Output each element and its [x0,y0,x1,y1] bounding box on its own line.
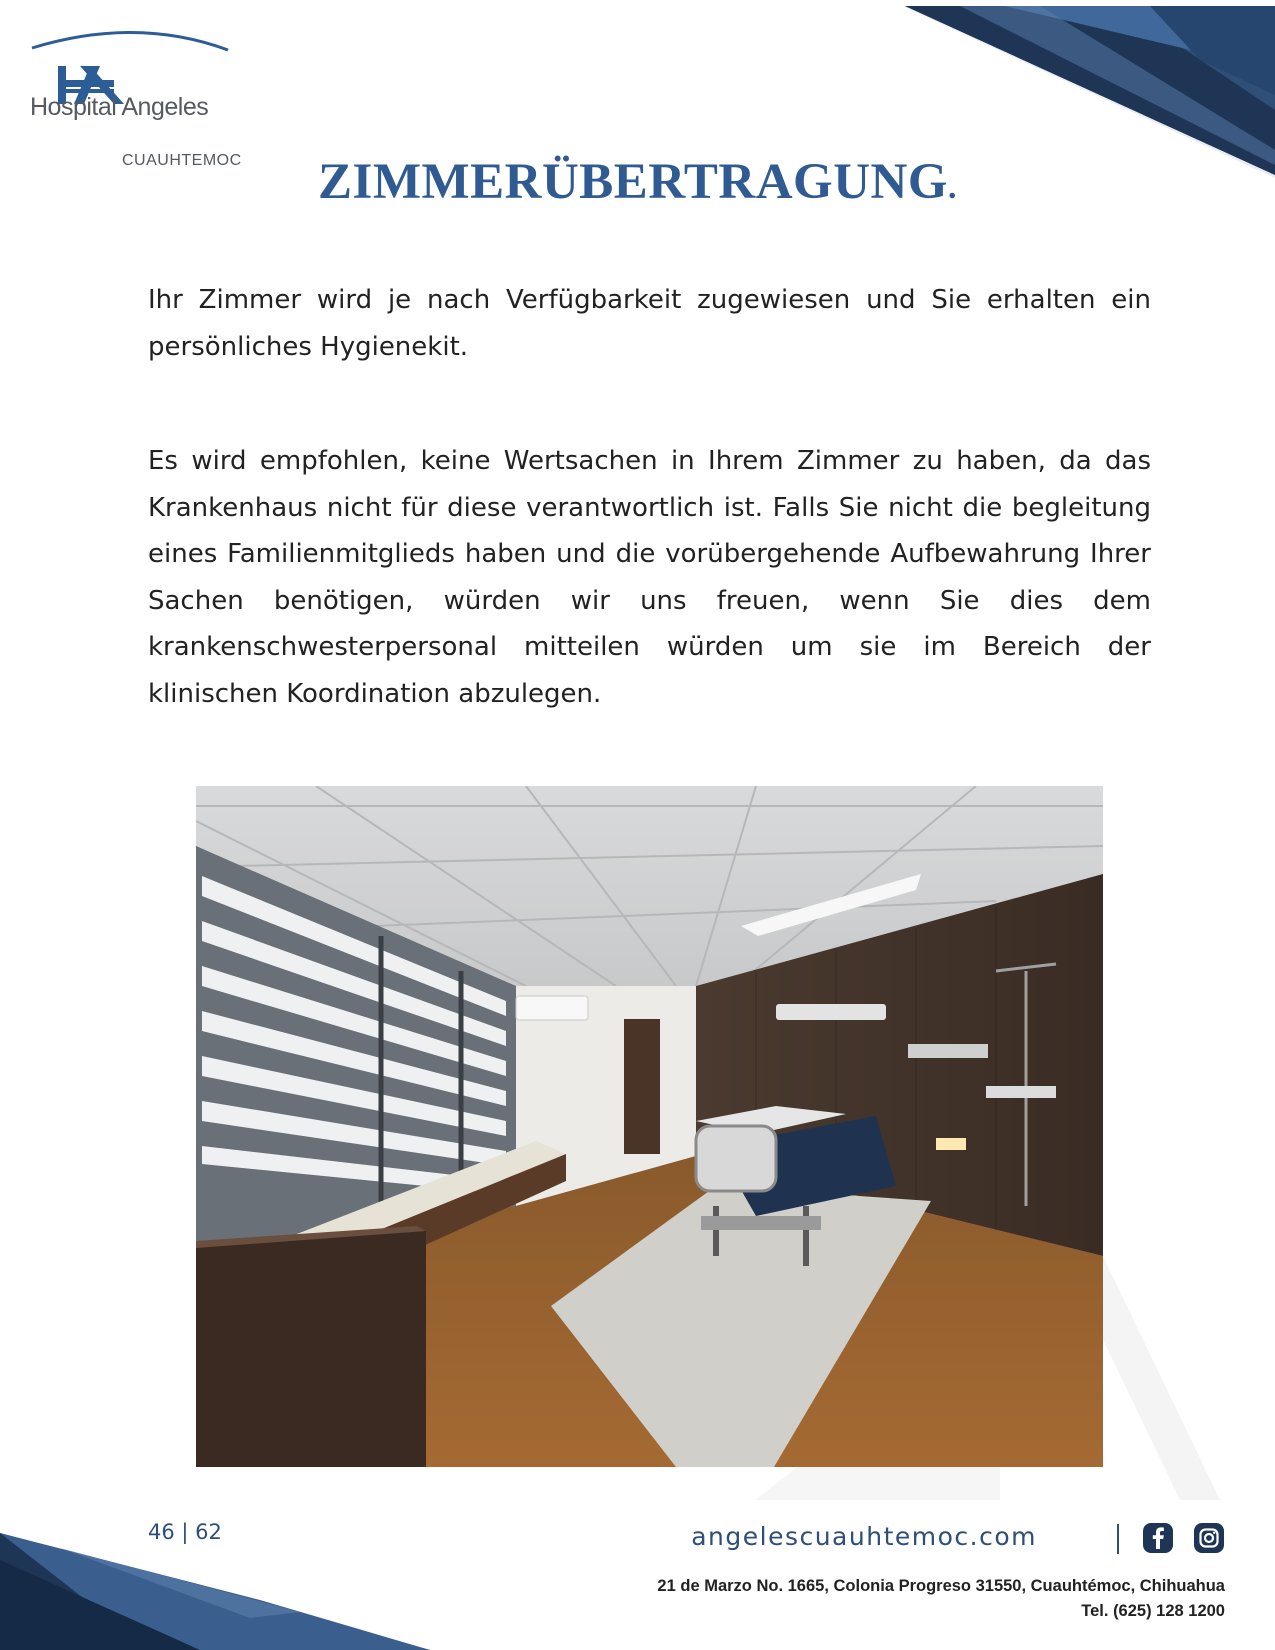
instagram-icon[interactable] [1193,1522,1225,1554]
footer-address [657,1574,1225,1624]
phone-line: Tel. (625) 128 1200 [1081,1602,1225,1620]
page-title-punct: . [948,169,958,206]
logo-name: Hospital Angeles [30,93,209,121]
footer-divider [1117,1524,1119,1554]
page-title-text: ZIMMERÜBERTRAGUNG [317,154,949,210]
page-title [0,152,1275,218]
logo-location: CUAUHTEMOC [122,152,242,169]
facebook-icon[interactable] [1142,1522,1174,1554]
website-link[interactable]: angelescuauhtemoc.com [691,1522,1037,1551]
page-number: 46 | 62 [148,1520,222,1544]
paragraph-valuables: Es wird empfohlen, keine Wertsachen in Ihrem Zimmer zu haben, da das Krankenhaus nicht für diese verantwortlich ist. Falls Sie nicht die begleitung eines Familienmitglieds haben und die vorübergehende Aufbewahrung Ihrer Sachen benötigen, würden wir uns freuen, wenn Sie dies dem krankenschwesterpersonal mitteilen würden um sie im Bereich der klinischen Koordination abzulegen. [148,446,1151,709]
paragraph-room-assignment: Ihr Zimmer wird je nach Verfügbarkeit zugewiesen und Sie erhalten ein persönliches Hygienekit. [148,285,1151,362]
hospital-room-photo [196,786,1103,1467]
address-line: 21 de Marzo No. 1665, Colonia Progreso 31550, Cuauhtémoc, Chihuahua [657,1577,1225,1595]
